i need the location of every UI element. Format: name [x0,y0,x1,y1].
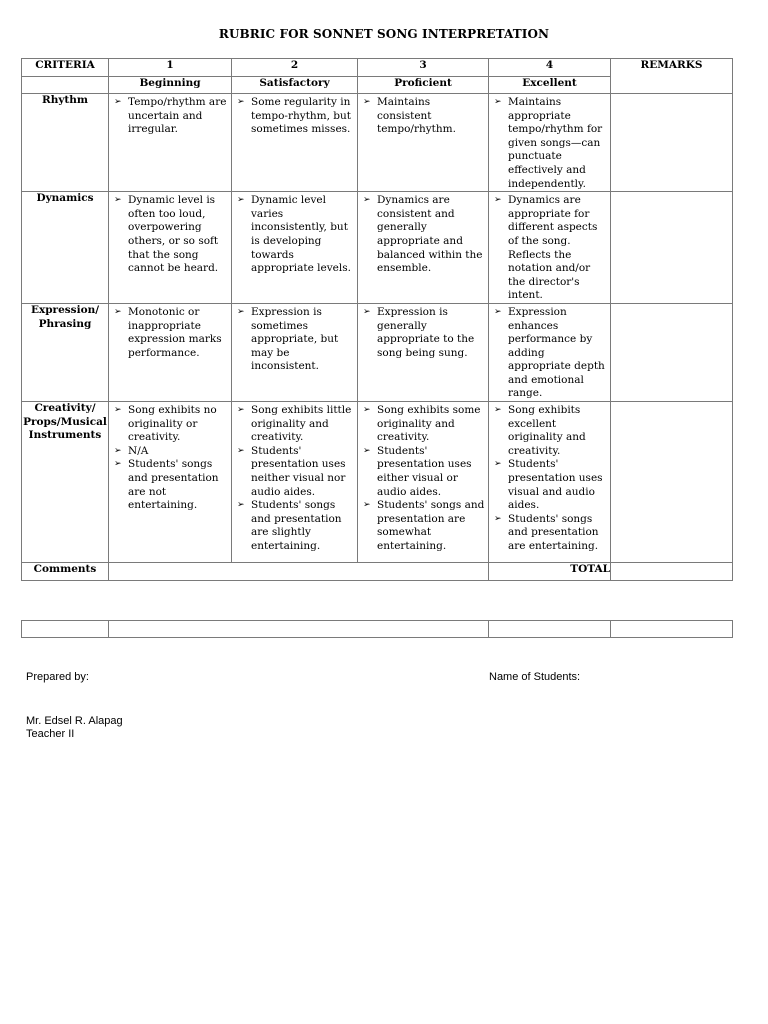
descriptor: ➢ Song exhibits excellent originality and creativity. [508,404,608,458]
level-cell [358,402,489,563]
criteria-header: CRITERIA [22,59,109,77]
remarks-cell [611,192,733,304]
level-cell [109,192,232,304]
descriptor: ➢ Song exhibits some originality and creativity. [377,404,486,445]
blank-cell [22,621,109,638]
comments-row [22,563,733,581]
remarks-header: REMARKS [611,59,733,94]
descriptor: ➢ Tempo/rhythm are uncertain and irregular. [128,96,229,137]
descriptor: ➢ Monotonic or inappropriate expression marks performance. [128,306,229,360]
rubric-table [21,58,733,581]
total-label: TOTAL [489,563,611,581]
descriptor: ➢ Expression is generally appropriate to the song being sung. [377,306,486,360]
prepared-by-label: Prepared by: [26,671,89,683]
descriptor: ➢ Dynamics are consistent and generally appropriate and balanced within the ensemble. [377,194,486,276]
table-row [22,402,733,563]
level-3-number: 3 [358,59,489,77]
teacher-name: Mr. Edsel R. Alapag [26,715,123,727]
level-2-number: 2 [232,59,358,77]
blank-cell [489,621,611,638]
table-row [22,192,733,304]
descriptor: ➢ Students' presentation uses either visual or audio aides. [377,445,486,499]
descriptor: ➢ Expression is sometimes appropriate, but may be inconsistent. [251,306,355,374]
level-4-number: 4 [489,59,611,77]
level-cell [109,94,232,192]
level-cell [489,303,611,401]
remarks-cell [611,94,733,192]
document-title: RUBRIC FOR SONNET SONG INTERPRETATION [218,27,550,41]
level-cell [489,192,611,304]
level-cell [489,402,611,563]
descriptor: ➢ Students' presentation uses visual and audio aides. [508,458,608,512]
table-row [22,303,733,401]
level-1-number: 1 [109,59,232,77]
comments-cell [109,563,489,581]
descriptor: ➢ Students' presentation uses neither visual nor audio aides. [251,445,355,499]
blank-cell [109,621,489,638]
descriptor: ➢ Maintains consistent tempo/rhythm. [377,96,486,137]
level-4-name: Excellent [489,77,611,94]
teacher-title: Teacher II [26,728,75,740]
descriptor: ➢ N/A [128,445,229,459]
remarks-cell [611,402,733,563]
level-cell [489,94,611,192]
criterion-label: Creativity/ Props/Musical Instruments [22,402,109,563]
total-cell [611,563,733,581]
level-cell [358,192,489,304]
level-cell [232,402,358,563]
descriptor: ➢ Song exhibits little originality and creativity. [251,404,355,445]
criteria-header-blank [22,77,109,94]
level-cell [358,303,489,401]
descriptor: ➢ Maintains appropriate tempo/rhythm for given songs—can punctuate effectively and independently. [508,96,608,191]
comments-label: Comments [22,563,109,581]
table-row [22,94,733,192]
descriptor: ➢ Students' songs and presentation are somewhat entertaining. [377,499,486,553]
descriptor: ➢ Song exhibits no originality or creativity. [128,404,229,445]
remarks-cell [611,303,733,401]
descriptor: ➢ Students' songs and presentation are not entertaining. [128,458,229,512]
blank-cell [611,621,733,638]
descriptor: ➢ Students' songs and presentation are slightly entertaining. [251,499,355,553]
descriptor: ➢ Dynamic level is often too loud, overpowering others, or so soft that the song cannot be heard. [128,194,229,276]
criterion-label: Dynamics [22,192,109,304]
criterion-label: Rhythm [22,94,109,192]
level-cell [358,94,489,192]
level-number-row [22,59,733,77]
level-3-name: Proficient [358,77,489,94]
descriptor: ➢ Some regularity in tempo-rhythm, but sometimes misses. [251,96,355,137]
level-cell [232,94,358,192]
level-cell [232,303,358,401]
level-1-name: Beginning [109,77,232,94]
level-cell [109,402,232,563]
descriptor: ➢ Dynamics are appropriate for different aspects of the song. Reflects the notation and/or the director's intent. [508,194,608,303]
criterion-label: Expression/ Phrasing [22,303,109,401]
level-2-name: Satisfactory [232,77,358,94]
level-cell [109,303,232,401]
descriptor: ➢ Students' songs and presentation are entertaining. [508,513,608,554]
level-cell [232,192,358,304]
descriptor: ➢ Dynamic level varies inconsistently, but is developing towards appropriate levels. [251,194,355,276]
blank-table [21,620,733,638]
name-of-students-label: Name of Students: [489,671,581,683]
descriptor: ➢ Expression enhances performance by adding appropriate depth and emotional range. [508,306,608,401]
